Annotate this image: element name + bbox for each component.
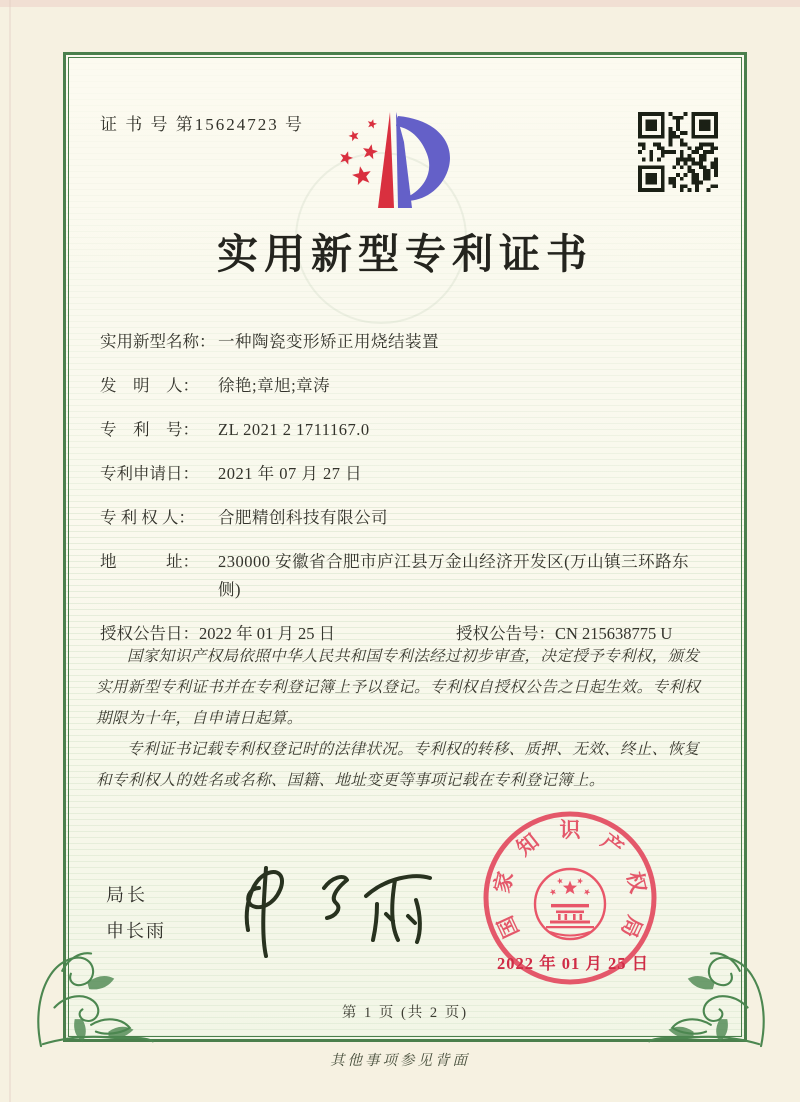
certificate-number: 证 书 号 第15624723 号: [100, 115, 304, 134]
field-label: 授权公告日：: [100, 624, 199, 643]
paragraph-grant-statement: 国家知识产权局依照中华人民共和国专利法经过初步审查，决定授予专利权，颁发实用新型专利证书并在专利登记簿上予以登记。专利权自授权公告之日起生效。专利权期限为十年，自申请日起算。: [96, 648, 701, 727]
certificate-title: 实用新型专利证书: [217, 231, 593, 277]
legal-text: [96, 641, 714, 796]
field-value: 2021 年 07 月 27 日: [218, 464, 363, 483]
svg-text:国: 国: [493, 912, 524, 941]
field-row-name: [100, 328, 712, 356]
field-label: 地 址：: [100, 552, 199, 571]
scan-artifact-top: [0, 0, 800, 7]
field-row-patentee: [100, 504, 712, 532]
signer-title: 局长: [106, 885, 148, 905]
field-row-filing-date: [100, 460, 712, 488]
field-value: ZL 2021 2 1711167.0: [218, 420, 370, 439]
field-label: 实用新型名称：: [100, 332, 216, 351]
svg-text:权: 权: [622, 869, 650, 896]
field-value: CN 215638775 U: [555, 624, 673, 643]
seal-date: 2022 年 01 月 25 日: [496, 954, 650, 973]
field-value: 一种陶瓷变形矫正用烧结装置: [218, 332, 439, 351]
svg-text:家: 家: [490, 869, 518, 896]
field-label: 专利申请日：: [100, 464, 199, 483]
field-value: 合肥精创科技有限公司: [218, 508, 388, 527]
field-list: [100, 328, 712, 664]
cnipa-logo-icon: [328, 108, 476, 214]
page-indicator: 第 1 页 (共 2 页): [341, 1005, 469, 1021]
qr-code: [638, 112, 718, 192]
field-row-address: [100, 548, 712, 604]
field-value: 徐艳;章旭;章涛: [218, 376, 331, 395]
scan-artifact-left: [9, 0, 11, 1102]
signature-handwriting: [218, 850, 448, 962]
field-label: 专 利 号：: [100, 420, 199, 439]
field-label: 专 利 权 人：: [100, 508, 195, 527]
svg-text:识: 识: [559, 819, 581, 842]
svg-text:知: 知: [512, 829, 544, 861]
field-row-patent-number: [100, 416, 712, 444]
field-value: 2022 年 01 月 25 日: [199, 624, 336, 643]
svg-text:局: 局: [616, 912, 647, 941]
field-value: 230000 安徽省合肥市庐江县万金山经济开发区(万山镇三环路东侧): [218, 552, 690, 599]
svg-text:产: 产: [596, 829, 628, 861]
field-label: 发 明 人：: [100, 376, 199, 395]
paragraph-register-statement: 专利证书记载专利权登记时的法律状况。专利权的转移、质押、无效、终止、恢复和专利权人的姓名或名称、国籍、地址变更等事项记载在专利登记簿上。: [96, 741, 700, 789]
field-label: 授权公告号：: [456, 624, 555, 643]
field-row-inventors: [100, 372, 712, 400]
signer-name: 申长雨: [106, 921, 166, 941]
back-note: 其他事项参见背面: [330, 1053, 470, 1069]
corner-flourish-bottom-left: [31, 940, 157, 1048]
